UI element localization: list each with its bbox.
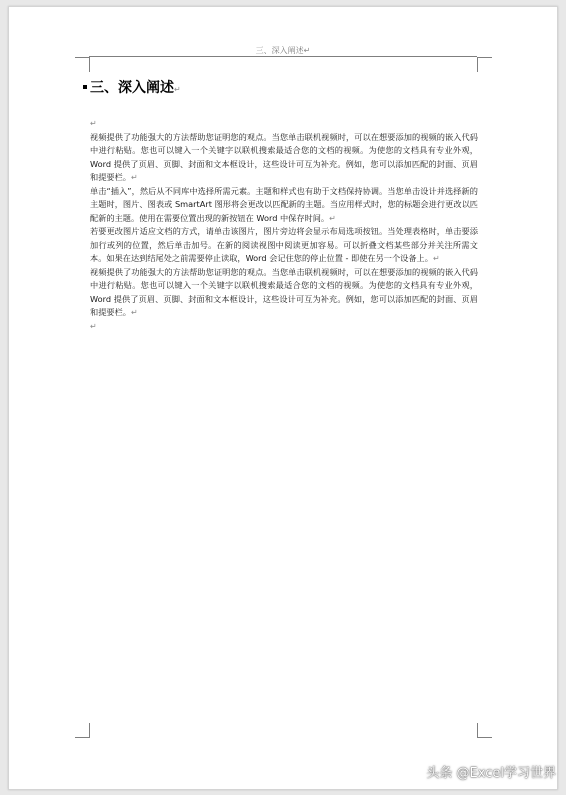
- document-page[interactable]: [8, 6, 558, 790]
- paragraph-mark: ↵: [130, 173, 138, 182]
- document-body[interactable]: [90, 117, 478, 333]
- heading-text: 三、深入阐述: [90, 80, 174, 96]
- crop-mark-top-left: [75, 57, 90, 72]
- paragraph-text: 视频提供了功能强大的方法帮助您证明您的观点。当您单击联机视频时，可以在想要添加的视频的嵌入代码中进行粘贴。您也可以键入一个关键字以联机搜索最适合您的文档的视频。为使您的文档具有专业外观，Word 提供了页眉、页脚、封面和文本框设计，这些设计可互为补充。例如，您可以添加匹配的封面、页眉和提要栏。: [90, 266, 478, 317]
- empty-paragraph: ↵: [90, 321, 97, 331]
- crop-mark-top-right: [477, 57, 492, 72]
- paragraph-mark: ↵: [303, 46, 311, 55]
- header-divider: [89, 56, 477, 57]
- paragraph-text: 若要更改图片适应文档的方式，请单击该图片，图片旁边将会显示布局选项按钮。当处理表格时，单击要添加行或列的位置，然后单击加号。在新的阅读视图中阅读更加容易。可以折叠文档某些部分并关注所需文本。如果在达到结尾处之前需要停止读取，Word 会记住您的停止位置 - 即使在另一个设备上。: [90, 226, 478, 263]
- crop-mark-bottom-left: [75, 723, 90, 738]
- paragraph-text: 单击“插入”，然后从不同库中选择所需元素。主题和样式也有助于文档保持协调。当您单击设计并选择新的主题时，图片、图表或 SmartArt 图形将会更改以匹配新的主题。当应用样式时，您的标题会进行更改以匹配新的主题。使用在需要位置出现的新按钮在 Word 中保存时间。: [90, 185, 478, 223]
- body-paragraph-4[interactable]: [90, 266, 478, 320]
- heading-bullet-icon: [83, 85, 87, 89]
- paragraph-mark: ↵: [130, 308, 138, 317]
- page-header[interactable]: [9, 45, 557, 56]
- crop-mark-bottom-right: [477, 723, 492, 738]
- body-paragraph-3[interactable]: [90, 225, 478, 266]
- paragraph-mark: ↵: [432, 254, 440, 263]
- empty-paragraph: ↵: [90, 119, 97, 128]
- paragraph-mark: ↵: [329, 213, 336, 223]
- body-paragraph-1[interactable]: [90, 131, 478, 185]
- header-text: 三、深入阐述: [255, 46, 304, 55]
- watermark: 头条 @Excel学习世界: [426, 766, 556, 781]
- section-heading[interactable]: [83, 77, 181, 97]
- paragraph-mark: ↵: [174, 85, 181, 94]
- paragraph-text: 视频提供了功能强大的方法帮助您证明您的观点。当您单击联机视频时，可以在想要添加的视频的嵌入代码中进行粘贴。您也可以键入一个关键字以联机搜索最适合您的文档的视频。为使您的文档具有专业外观，Word 提供了页眉、页脚、封面和文本框设计，这些设计可互为补充。例如，您可以添加匹配的封面、页眉和提要栏。: [90, 131, 478, 182]
- body-paragraph-2[interactable]: [90, 185, 478, 226]
